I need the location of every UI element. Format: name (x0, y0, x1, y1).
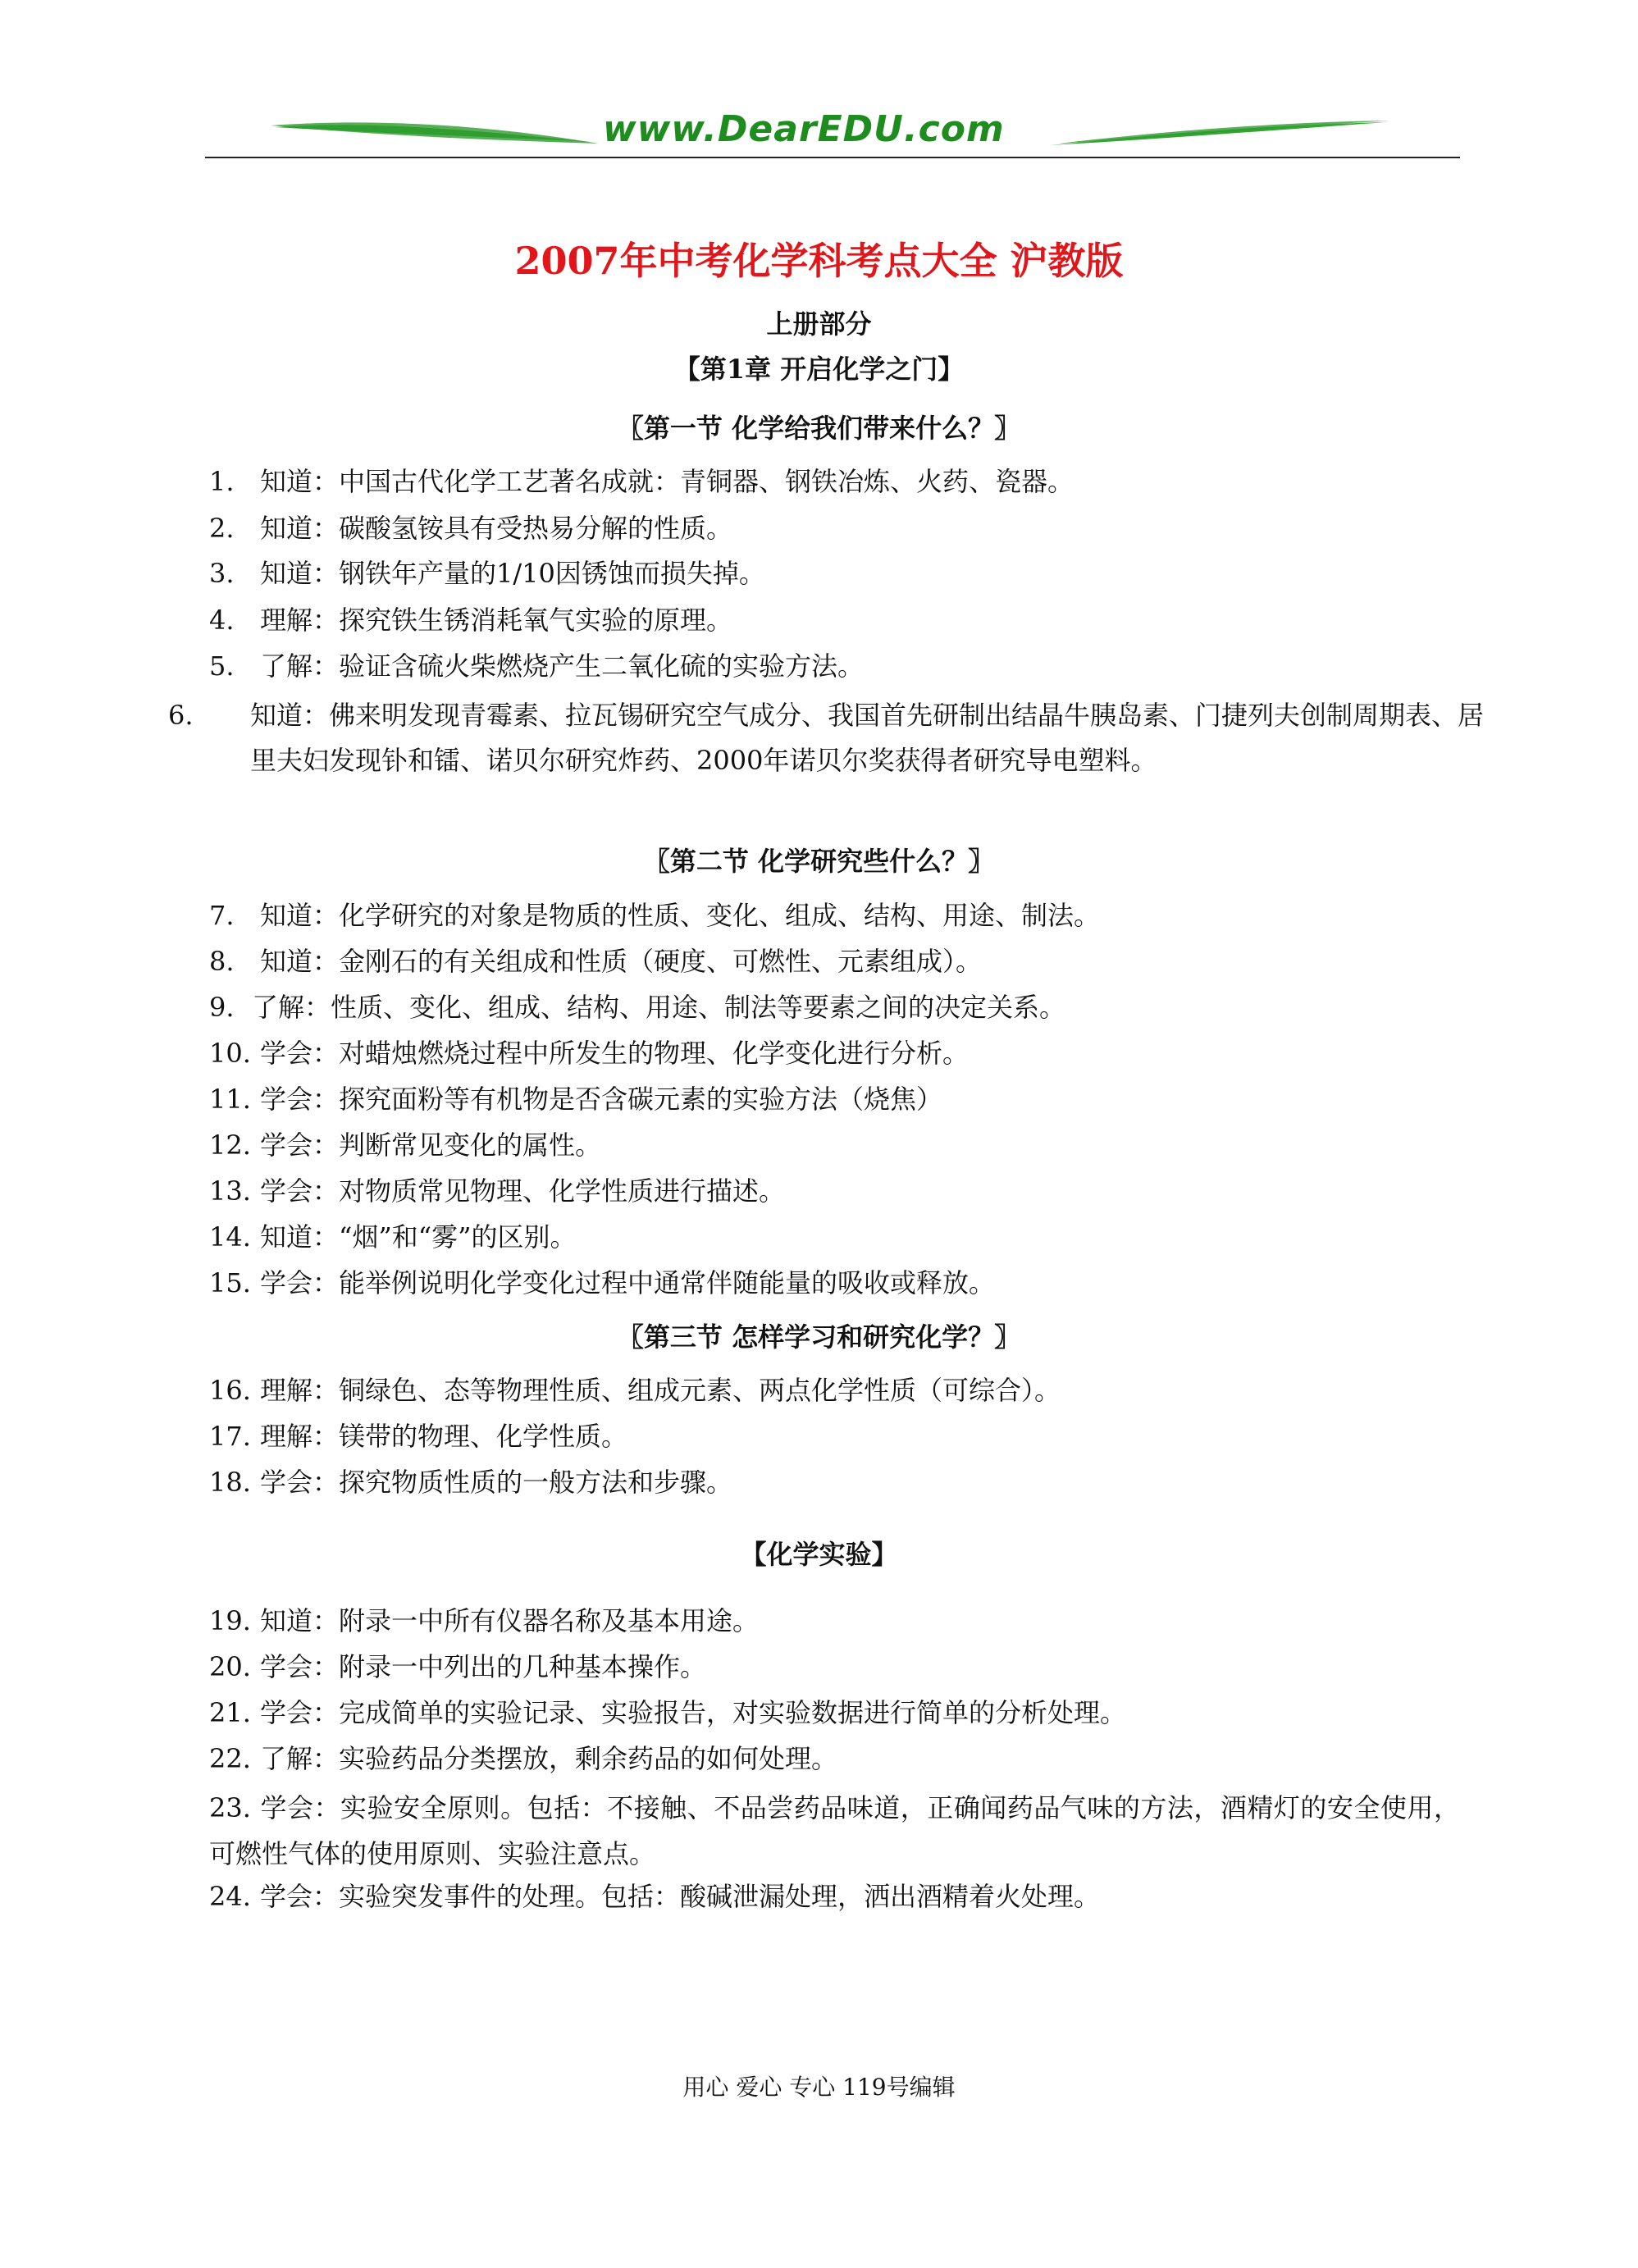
experiment-heading: 【化学实验】 (740, 1539, 898, 1570)
list-item: 20. 学会：附录一中列出的几种基本操作。 (209, 1651, 707, 1682)
section-heading-3: 〖第三节 怎样学习和研究化学？〗 (617, 1321, 1021, 1353)
section-heading-2: 〖第二节 化学研究些什么？〗 (643, 846, 995, 877)
list-item: 15. 学会：能举例说明化学变化过程中通常伴随能量的吸收或释放。 (209, 1267, 996, 1298)
list-item: 18. 学会：探究物质性质的一般方法和步骤。 (209, 1467, 733, 1498)
list-item: 11. 学会：探究面粉等有机物是否含碳元素的实验方法（烧焦） (209, 1084, 943, 1115)
list-item: 7. 知道：化学研究的对象是物质的性质、变化、组成、结构、用途、制法。 (209, 900, 1101, 931)
list-item: 1. 知道：中国古代化学工艺著名成就：青铜器、钢铁冶炼、火药、瓷器。 (209, 466, 1075, 497)
list-item: 8. 知道：金刚石的有关组成和性质（硬度、可燃性、元素组成）。 (209, 946, 983, 977)
site-logo: www.DearEDU.com (603, 108, 1005, 150)
list-item: 6. 知道：佛来明发现青霉素、拉瓦锡研究空气成分、我国首先研制出结晶牛胰岛素、门捷列夫创制周期表、居里夫妇发现钋和镭、诺贝尔研究炸药、2000年诺贝尔奖获得者研究导电塑料。 (168, 700, 1485, 776)
list-item: 19. 知道：附录一中所有仪器名称及基本用途。 (209, 1605, 760, 1636)
list-item: 3. 知道：钢铁年产量的1/10因锈蚀而损失掉。 (209, 558, 765, 589)
list-item: 9. 了解：性质、变化、组成、结构、用途、制法等要素之间的决定关系。 (209, 992, 1066, 1023)
list-item: 17. 理解：镁带的物理、化学性质。 (209, 1421, 628, 1452)
list-item: 22. 了解：实验药品分类摆放，剩余药品的如何处理。 (209, 1743, 838, 1774)
chapter-heading: 【第1章 开启化学之门】 (673, 354, 965, 385)
list-item: 5. 了解：验证含硫火柴燃烧产生二氧化硫的实验方法。 (209, 650, 865, 682)
list-item: 16. 理解：铜绿色、态等物理性质、组成元素、两点化学性质（可综合）。 (209, 1375, 1061, 1406)
list-item: 14. 知道：“烟”和“雾”的区别。 (209, 1221, 577, 1253)
list-item: 4. 理解：探究铁生锈消耗氧气实验的原理。 (209, 605, 733, 636)
list-item: 24. 学会：实验突发事件的处理。包括：酸碱泄漏处理，洒出酒精着火处理。 (209, 1881, 1101, 1912)
list-item: 21. 学会：完成简单的实验记录、实验报告，对实验数据进行简单的分析处理。 (209, 1697, 1127, 1728)
list-item: 23. 学会：实验安全原则。包括：不接触、不品尝药品味道，正确闻药品气味的方法，酒精灯的安全使用，可燃性气体的使用原则、实验注意点。 (209, 1792, 1460, 1869)
header-divider (205, 157, 1460, 158)
list-item: 2. 知道：碳酸氢铵具有受热易分解的性质。 (209, 513, 733, 544)
list-item: 10. 学会：对蜡烛燃烧过程中所发生的物理、化学变化进行分析。 (209, 1038, 970, 1069)
list-item: 13. 学会：对物质常见物理、化学性质进行描述。 (209, 1175, 786, 1207)
section-heading-1: 〖第一节 化学给我们带来什么？〗 (617, 413, 1021, 444)
document-title: 2007年中考化学科考点大全 沪教版 (514, 239, 1124, 283)
part-heading: 上册部分 (766, 308, 872, 340)
page-footer: 用心 爱心 专心 119号编辑 (682, 2074, 956, 2101)
list-item: 12. 学会：判断常见变化的属性。 (209, 1129, 602, 1161)
